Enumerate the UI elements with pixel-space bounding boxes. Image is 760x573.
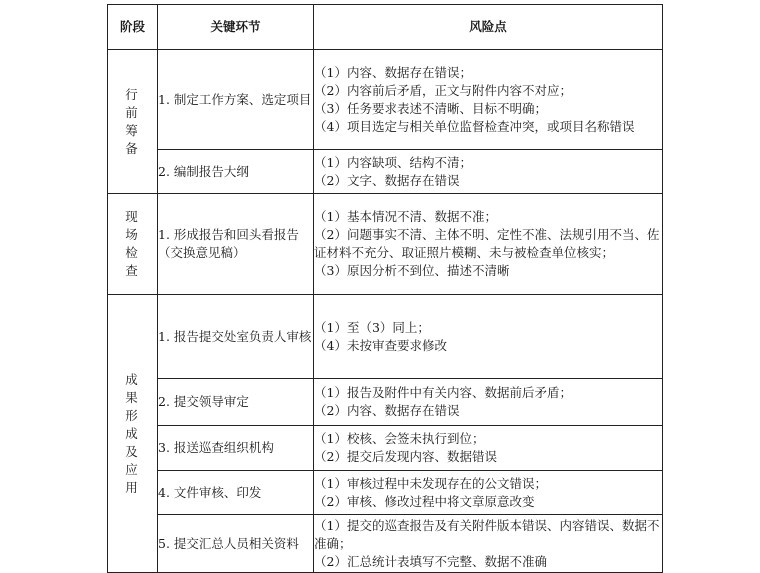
table-row [108,379,663,426]
risk-line: （3）任务要求表述不清晰、目标不明确； [314,100,547,116]
risk-cell [314,515,663,573]
step-cell: 1. 报告提交处室负责人审核 [158,295,314,379]
risk-line: （4）未按审查要求修改 [314,337,447,353]
risk-cell [314,150,663,194]
risk-cell [314,194,663,295]
stage-label: 行前筹备 [125,86,140,156]
step-cell: 2. 编制报告大纲 [158,150,314,194]
header-row [108,5,663,50]
risk-line: （1）内容、数据存在错误； [314,64,472,80]
risk-line: （1）校核、会签未执行到位； [314,431,485,446]
risk-line: （1）审核过程中未发现存在的公文错误； [314,475,547,491]
risk-line: （3）原因分析不到位、描述不清晰 [314,263,510,278]
risk-cell [314,50,663,150]
header-step: 关键环节 [158,5,314,50]
risk-line: （2）内容前后矛盾，正文与附件内容不对应； [314,82,572,98]
table-row [108,426,663,471]
header-stage: 阶段 [108,5,158,50]
risk-line: （1）内容缺项、结构不清； [314,154,472,170]
table-row [108,515,663,573]
table-row [108,194,663,295]
stage-cell-field-inspection [108,194,158,295]
step-cell: 3. 报送巡查组织机构 [158,426,314,471]
table-row [108,471,663,515]
stage-label: 现场检查 [125,209,140,278]
risk-line: （2）汇总统计表填写不完整、数据不准确 [314,553,547,569]
header-risk: 风险点 [314,5,663,50]
risk-cell [314,379,663,426]
risk-line: （2）审核、修改过程中将文章原意改变 [314,493,535,509]
table-row [108,295,663,379]
risk-line: （4）项目选定与相关单位监督检查冲突，或项目名称错误 [314,118,635,134]
risk-line: （2）内容、数据存在错误 [314,403,460,418]
step-cell: 5. 提交汇总人员相关资料 [158,515,314,573]
risk-line: （1）提交的巡查报告及有关附件版本错误、内容错误、数据不准确； [314,517,660,551]
stage-cell-preparation [108,50,158,194]
stage-label: 成果形成及应用 [125,371,140,495]
step-cell: 1. 制定工作方案、选定项目 [158,50,314,150]
stage-cell-results [108,295,158,573]
step-cell: 1. 形成报告和回头看报告（交换意见稿） [158,194,314,295]
risk-line: （1）报告及附件中有关内容、数据前后矛盾； [314,385,572,400]
risk-line: （1）至（3）同上； [314,319,430,335]
risk-line: （2）文字、数据存在错误 [314,172,460,188]
risk-cell [314,471,663,515]
risk-line: （2）问题事实不清、主体不明、定性不准、法规引用不当、佐证材料不充分、取证照片模糊、未与被检查单位核实； [314,227,660,260]
risk-cell [314,426,663,471]
risk-line: （2）提交后发现内容、数据错误 [314,449,497,464]
risk-table [107,4,663,573]
risk-cell [314,295,663,379]
step-cell: 2. 提交领导审定 [158,379,314,426]
step-cell: 4. 文件审核、印发 [158,471,314,515]
table-row [108,50,663,150]
table-row [108,150,663,194]
risk-line: （1）基本情况不清、数据不准； [314,209,497,224]
